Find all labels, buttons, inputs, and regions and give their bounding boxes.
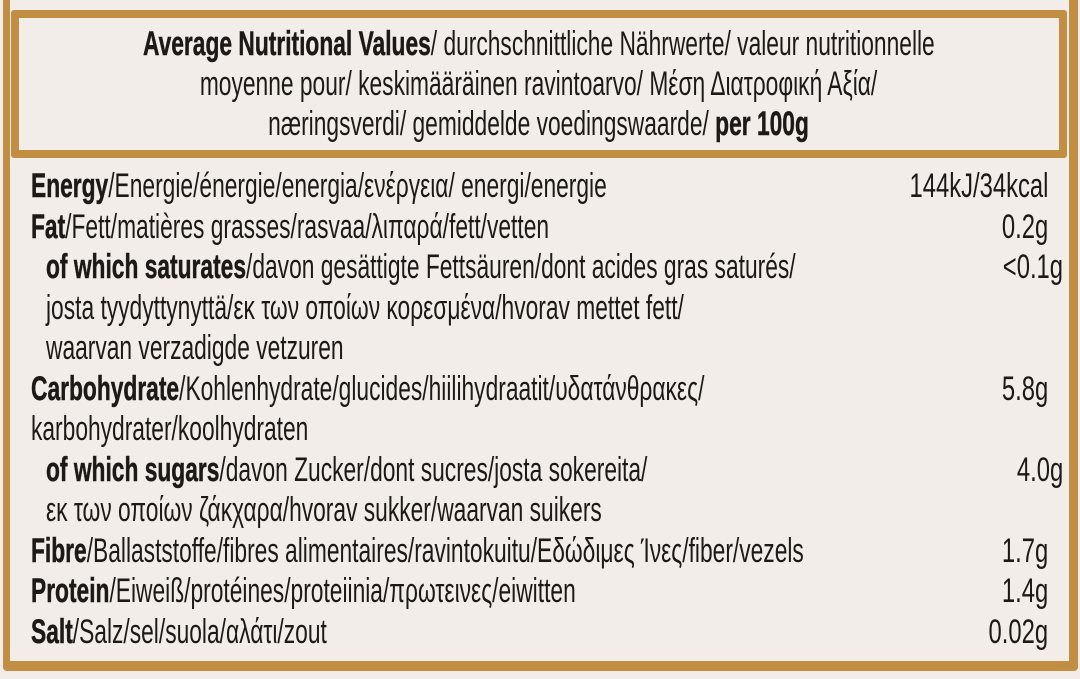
row-carbohydrate: [31, 369, 1048, 450]
nutrient-name: of which sugars: [46, 450, 220, 489]
nutrient-name: Fat: [31, 207, 66, 246]
nutrient-translations: /Eiweiß/protéines/proteiinia/πρωτεινες/eiwitten: [109, 572, 576, 610]
nutrient-line: [46, 247, 796, 288]
header-line-1: [143, 24, 935, 64]
nutrient-value: 144kJ/34kcal: [909, 167, 1048, 205]
nutrient-translations-line-2: josta tyydyttynyttä/εκ των οποίων κορεσμένα/hvorav mettet fett/: [46, 288, 684, 327]
row-saturates: [46, 247, 1063, 369]
nutrient-translations: /Energie/énergie/energia/ενέργεια/ energi/energie: [108, 167, 607, 205]
nutrient-value: 1.4g: [1001, 572, 1048, 610]
nutrient-name: Energy: [31, 167, 109, 205]
header-box: [11, 10, 1067, 158]
header-line-3: [269, 104, 810, 144]
nutrient-line: [31, 207, 712, 248]
nutrient-value: 0.02g: [988, 612, 1048, 651]
row-fibre: [31, 531, 1048, 572]
nutrient-name: of which saturates: [46, 248, 247, 286]
nutrient-line: [31, 571, 712, 612]
nutrient-line: [31, 369, 712, 410]
nutrient-translations: /Ballaststoffe/fibres alimentaires/ravintokuitu/Εδώδιμες Ίνες/fiber/vezels: [86, 531, 804, 570]
nutrient-value: 5.8g: [1001, 369, 1048, 408]
row-protein: [31, 571, 1048, 612]
nutrient-value: 4.0g: [1016, 450, 1063, 489]
nutrient-translations: /davon Zucker/dont sucres/josta sokereita/: [219, 450, 648, 489]
nutrient-translations-line-2: karbohydrater/koolhydraten: [31, 410, 309, 448]
row-salt: [31, 612, 1048, 653]
nutrient-name: Protein: [31, 572, 110, 610]
nutrient-table: [31, 166, 1063, 652]
nutrient-name: Fibre: [31, 531, 87, 570]
nutrient-translations: /davon gesättigte Fettsäuren/dont acides gras saturés/: [246, 248, 796, 286]
header-title: Average Nutritional Values: [143, 25, 431, 63]
nutrient-name: Carbohydrate: [31, 369, 180, 408]
row-energy: [31, 166, 1048, 207]
nutrient-value: 0.2g: [1001, 207, 1048, 246]
row-sugars: [46, 450, 1063, 531]
nutrient-name: Salt: [31, 612, 73, 651]
row-fat: [31, 207, 1048, 248]
nutrient-line: [31, 531, 804, 572]
nutrient-translations: /Salz/sel/suola/αλάτι/zout: [72, 612, 327, 651]
nutrient-line: [46, 450, 717, 491]
nutrient-translations: /Kohlenhydrate/glucides/hiilihydraatit/υδατάνθρακες/: [179, 369, 705, 408]
nutrient-translations-line-2: εκ των οποίων ζάκχαρα/hvorav sukker/waarvan suikers: [46, 491, 602, 529]
header-line-2: moyenne pour/ keskimääräinen ravintoarvo/ Μέση Διατροφική Αξία/: [200, 65, 878, 103]
header-line-3-translations: næringsverdi/ gemiddelde voedingswaarde/: [268, 105, 716, 143]
nutrient-translations-line-3: waarvan verzadigde vetzuren: [46, 329, 344, 367]
header-line-1-translations: / durchschnittliche Nährwerte/ valeur nutritionnelle: [430, 25, 935, 63]
nutrient-translations: /Fett/matières grasses/rasvaa/λιπαρά/fett/vetten: [65, 207, 550, 246]
nutrient-value: 1.7g: [1001, 531, 1048, 570]
nutrient-line: [31, 612, 712, 653]
nutrient-value: <0.1g: [1002, 248, 1063, 286]
nutrient-line: [31, 166, 712, 207]
per-100g-label: per 100g: [715, 105, 810, 143]
